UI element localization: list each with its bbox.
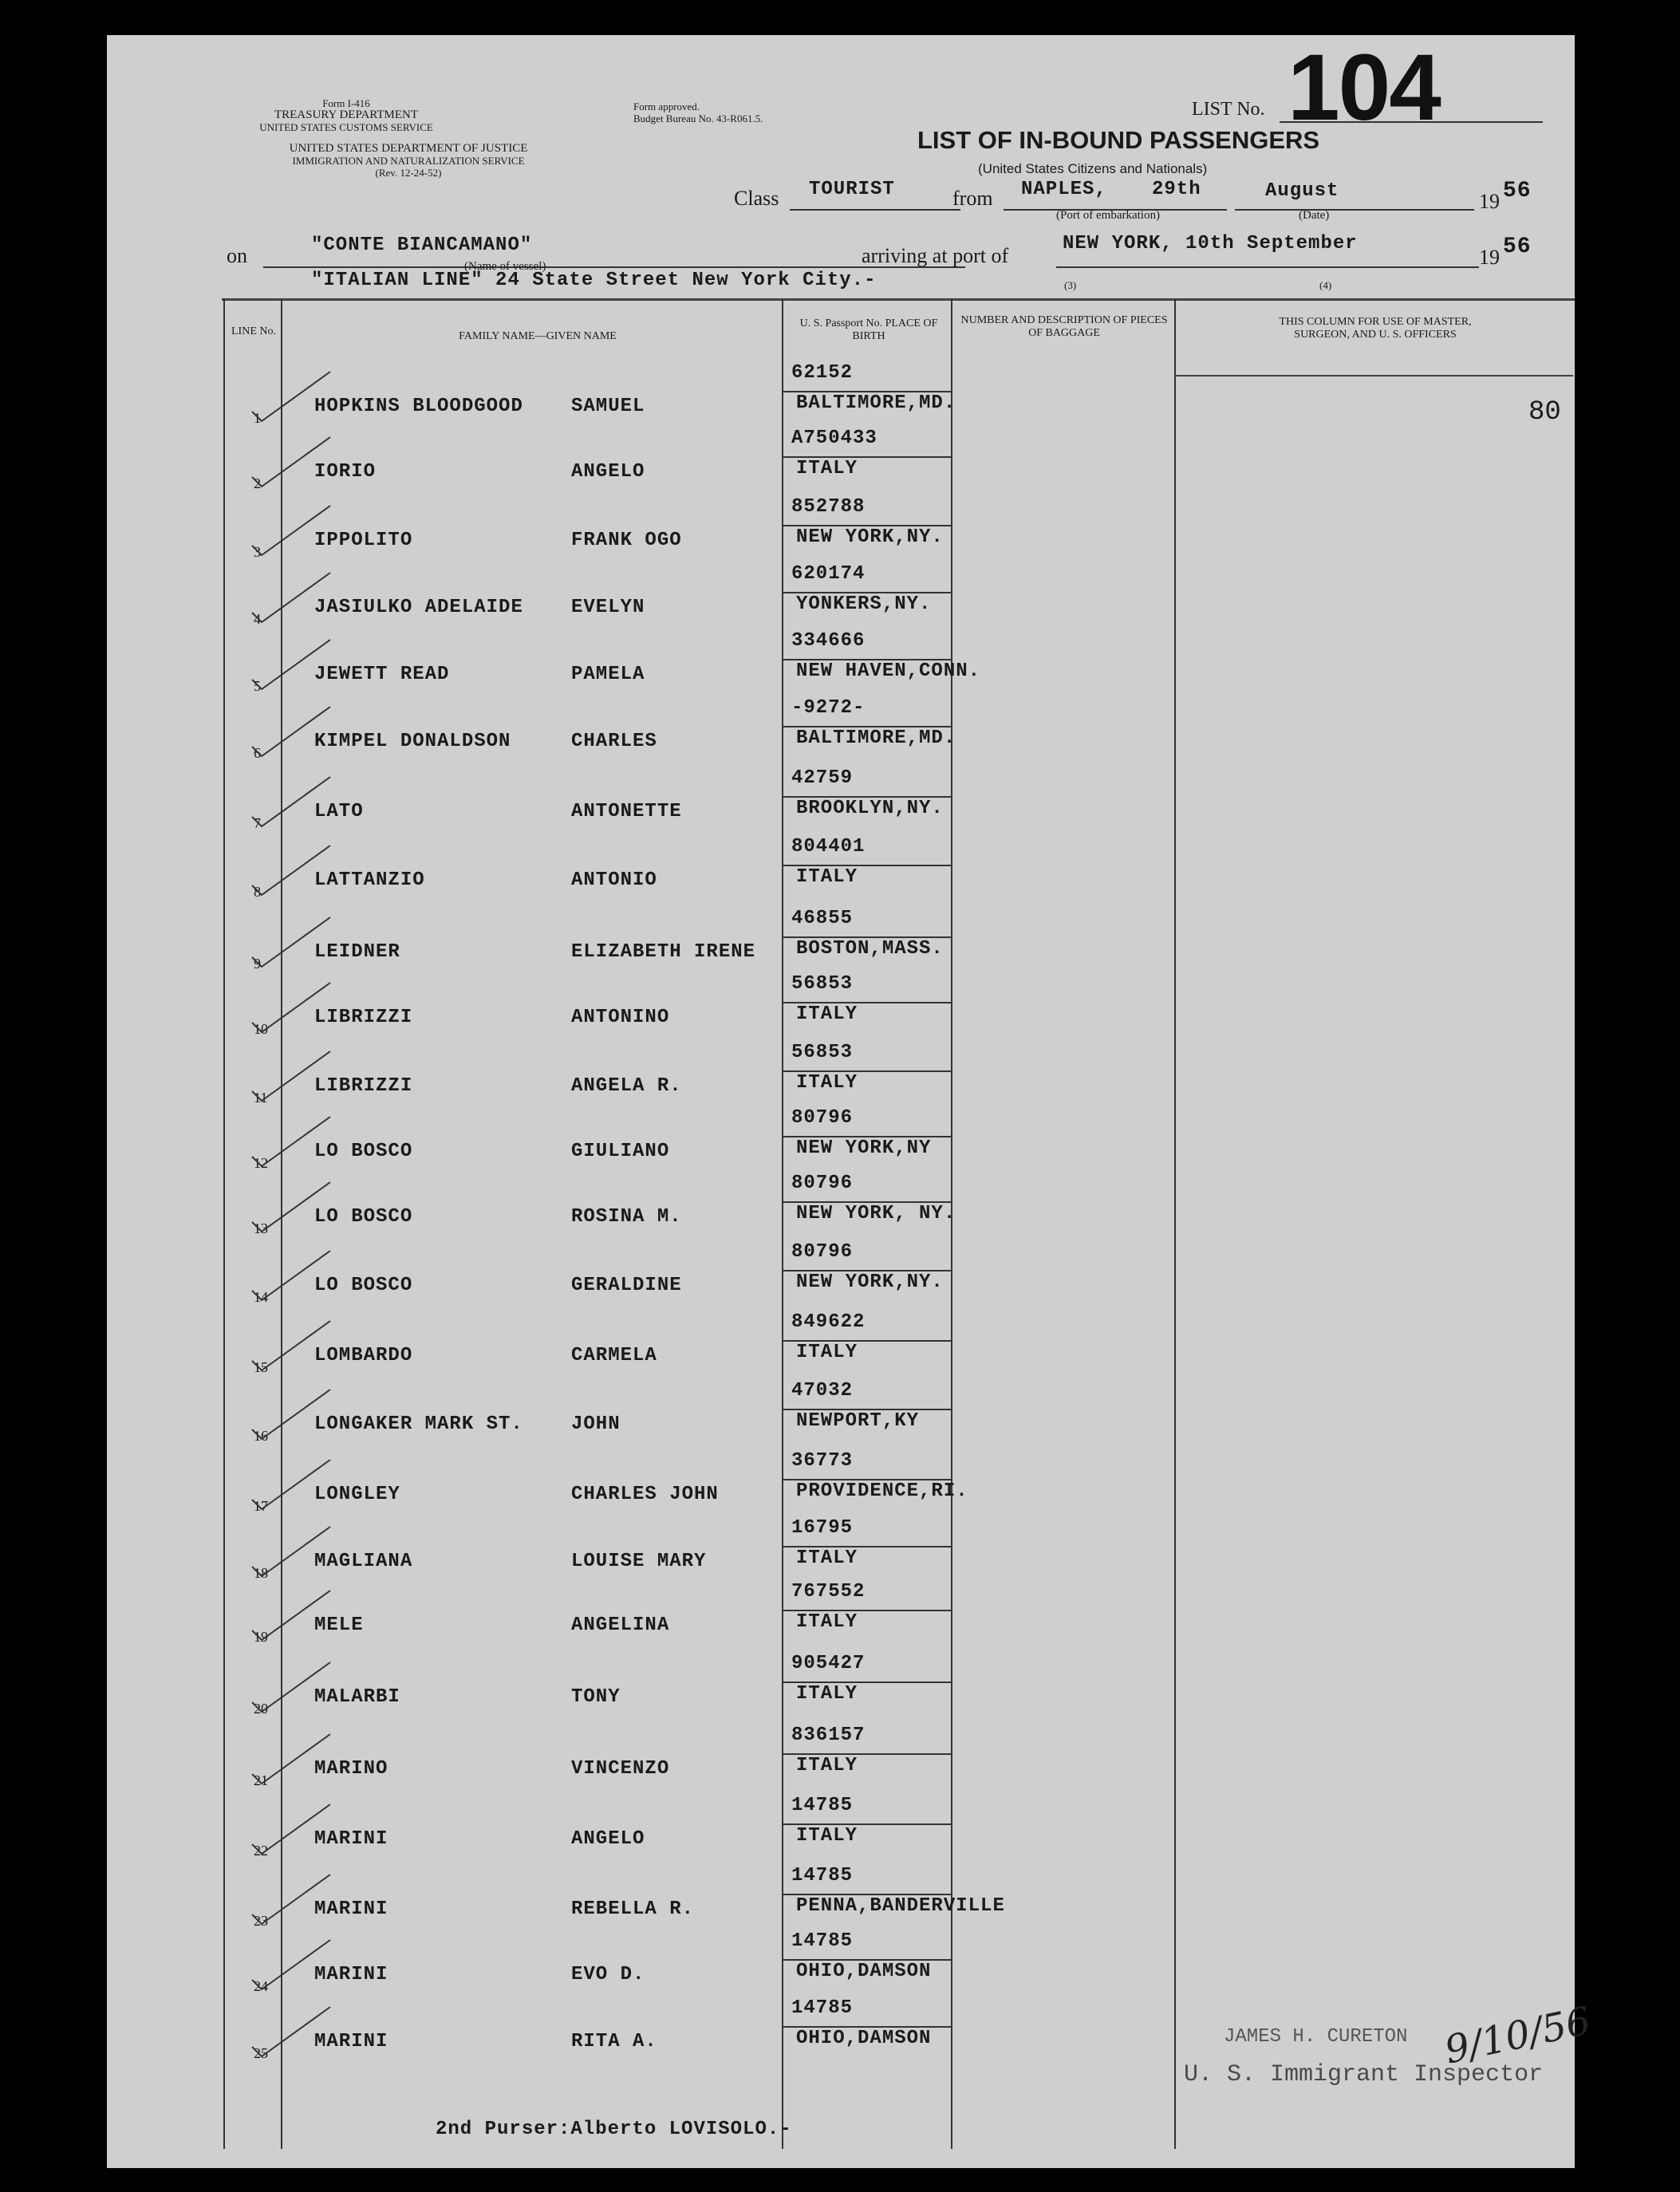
form-approved: Form approved. [633, 101, 700, 112]
shipping-line-address: "ITALIAN LINE" 24 State Street New York City.- [311, 270, 877, 291]
check-mark-icon [247, 774, 335, 830]
check-mark-icon [247, 1524, 335, 1579]
place-of-birth: NEW HAVEN,CONN. [796, 660, 981, 682]
passport-number: 47032 [791, 1380, 854, 1402]
place-of-birth: BALTIMORE,MD. [796, 392, 956, 414]
family-name: KIMPEL DONALDSON [314, 731, 511, 752]
given-name: PAMELA [571, 664, 645, 685]
date-caption: (Date) [1299, 209, 1330, 222]
table-left-border [223, 298, 225, 2149]
family-name: LO BOSCO [314, 1275, 413, 1296]
given-name: VINCENZO [571, 1758, 670, 1780]
col-header-name: FAMILY NAME—GIVEN NAME [459, 330, 617, 342]
col-header-officers: THIS COLUMN FOR USE OF MASTER, SURGEON, AND U. S. OFFICERS [1279, 316, 1472, 341]
form-revision: (Rev. 12-24-52) [375, 167, 442, 179]
place-of-birth: NEW YORK, NY. [796, 1203, 956, 1224]
passport-number: 14785 [791, 1930, 854, 1952]
vessel-underline [263, 266, 965, 268]
place-of-birth: OHIO,DAMSON [796, 2028, 932, 2049]
page-title: LIST OF IN-BOUND PASSENGERS [917, 126, 1320, 154]
line-number: 16 [254, 1428, 268, 1444]
from-label: from [952, 187, 993, 210]
line-number: 15 [254, 1359, 268, 1375]
col-header-baggage: NUMBER AND DESCRIPTION OF PIECES OF BAGGAGE [960, 314, 1168, 339]
passport-number: 16795 [791, 1517, 854, 1539]
col-divider-passport [782, 298, 783, 2149]
family-name: LO BOSCO [314, 1141, 413, 1162]
arrival-year-suffix: 56 [1503, 235, 1532, 259]
given-name: SAMUEL [571, 396, 645, 417]
line-number: 9 [254, 956, 261, 972]
ins-service: IMMIGRATION AND NATURALIZATION SERVICE [292, 155, 525, 167]
check-mark-icon [247, 369, 335, 424]
inspector-title-stamp: U. S. Immigrant Inspector [1184, 2061, 1544, 2088]
passport-number: 852788 [791, 496, 866, 518]
given-name: ANGELA R. [571, 1075, 682, 1097]
place-of-birth: ITALY [796, 1072, 858, 1094]
passport-number: -9272- [791, 697, 866, 719]
family-name: IORIO [314, 461, 377, 483]
officer-note: 80 [1528, 397, 1561, 428]
departure-month: August [1265, 180, 1339, 202]
given-name: GERALDINE [571, 1275, 682, 1296]
check-mark-icon [247, 1248, 335, 1303]
check-mark-icon [247, 637, 335, 692]
check-mark-icon [247, 1731, 335, 1787]
line-number: 23 [254, 1913, 268, 1929]
line-number: 17 [254, 1498, 268, 1514]
given-name: RITA A. [571, 2031, 657, 2052]
family-name: LONGAKER MARK ST. [314, 1413, 523, 1435]
family-name: JEWETT READ [314, 664, 450, 685]
check-mark-icon [247, 704, 335, 759]
family-name: LATTANZIO [314, 869, 425, 891]
place-of-birth: ITALY [796, 1547, 858, 1569]
line-number: 14 [254, 1289, 268, 1305]
family-name: MARINI [314, 1964, 388, 1985]
given-name: ANTONINO [571, 1007, 670, 1028]
list-number: 104 [1288, 35, 1440, 140]
place-of-birth: ITALY [796, 1611, 858, 1633]
passport-number: A750433 [791, 428, 877, 449]
family-name: LONGLEY [314, 1484, 400, 1505]
col-header-passport: U. S. Passport No. PLACE OF BIRTH [799, 317, 938, 342]
passport-number: 56853 [791, 1042, 854, 1063]
check-mark-icon [247, 1587, 335, 1643]
passport-number: 80796 [791, 1173, 854, 1194]
place-of-birth: BOSTON,MASS. [796, 938, 944, 960]
family-name: IPPOLITO [314, 530, 413, 551]
arrival-underline [1056, 266, 1479, 268]
check-mark-icon [247, 1457, 335, 1512]
line-number: 20 [254, 1701, 268, 1717]
justice-block [225, 143, 592, 179]
place-of-birth: BROOKLYN,NY. [796, 798, 944, 819]
customs-service: UNITED STATES CUSTOMS SERVICE [259, 121, 433, 133]
passport-number: 14785 [791, 1997, 854, 2019]
passport-number: 14785 [791, 1865, 854, 1886]
check-mark-icon [247, 1937, 335, 1993]
inspection-date-handwritten: 9/10/56 [1441, 1998, 1595, 2073]
passport-number: 14785 [791, 1795, 854, 1816]
check-mark-icon [247, 1048, 335, 1104]
line-number: 6 [254, 745, 261, 761]
given-name: CARMELA [571, 1345, 657, 1366]
given-name: LOUISE MARY [571, 1551, 707, 1572]
vessel-name: "CONTE BIANCAMANO" [311, 235, 533, 256]
passport-number: 42759 [791, 767, 854, 789]
departure-day: 29th [1152, 179, 1201, 200]
family-name: LOMBARDO [314, 1345, 413, 1366]
given-name: ANTONETTE [571, 801, 682, 822]
family-name: LATO [314, 801, 364, 822]
family-name: MARINI [314, 2031, 388, 2052]
family-name: MARINI [314, 1828, 388, 1850]
place-of-birth: ITALY [796, 866, 858, 888]
year-suffix: 56 [1503, 179, 1532, 203]
table-top-border [222, 298, 1575, 301]
passport-number: 804401 [791, 836, 866, 857]
family-name: JASIULKO ADELAIDE [314, 597, 523, 618]
check-mark-icon [247, 914, 335, 970]
line-number: 12 [254, 1155, 268, 1171]
given-name: EVELYN [571, 597, 645, 618]
passport-number: 36773 [791, 1450, 854, 1472]
check-mark-icon [247, 1659, 335, 1715]
family-name: MALARBI [314, 1686, 400, 1708]
arriving-label: arriving at port of [862, 244, 1009, 267]
family-name: MAGLIANA [314, 1551, 413, 1572]
place-of-birth: ITALY [796, 1342, 858, 1363]
budget-bureau: Budget Bureau No. 43-R061.5. [633, 112, 763, 124]
family-name: LIBRIZZI [314, 1007, 413, 1028]
given-name: EVO D. [571, 1964, 645, 1985]
arrival-year-prefix: 19 [1479, 246, 1500, 269]
line-number: 10 [254, 1021, 268, 1037]
justice-dept: UNITED STATES DEPARTMENT OF JUSTICE [289, 142, 528, 155]
given-name: ANGELO [571, 1828, 645, 1850]
line-number: 19 [254, 1629, 268, 1645]
place-of-birth: ITALY [796, 1003, 858, 1025]
place-of-birth: ITALY [796, 458, 858, 479]
arrival-port-date: NEW YORK, 10th September [1063, 233, 1358, 254]
given-name: ROSINA M. [571, 1206, 682, 1228]
line-number: 3 [254, 544, 261, 560]
line-number: 21 [254, 1772, 268, 1788]
line-number: 24 [254, 1978, 268, 1994]
caption-4: (4) [1319, 279, 1332, 291]
line-number: 7 [254, 815, 261, 831]
place-of-birth: NEW YORK,NY [796, 1137, 932, 1159]
class-underline [790, 209, 960, 211]
page-subtitle: (United States Citizens and Nationals) [978, 161, 1208, 176]
place-of-birth: NEW YORK,NY. [796, 1271, 944, 1293]
treasury-dept: TREASURY DEPARTMENT [274, 108, 419, 121]
passport-number: 767552 [791, 1581, 866, 1603]
passport-number: 836157 [791, 1725, 866, 1746]
vessel-caption: (Name of vessel) [464, 260, 546, 273]
given-name: CHARLES JOHN [571, 1484, 719, 1505]
check-mark-icon [247, 1318, 335, 1374]
given-name: TONY [571, 1686, 621, 1708]
family-name: LO BOSCO [314, 1206, 413, 1228]
check-mark-icon [247, 980, 335, 1035]
inspector-name-stamp: JAMES H. CURETON [1224, 2026, 1408, 2048]
place-of-birth: PENNA,BANDERVILLE [796, 1895, 1005, 1917]
line-number: 18 [254, 1565, 268, 1581]
place-of-birth: ITALY [796, 1825, 858, 1847]
port-of-embarkation: NAPLES, [1021, 179, 1107, 200]
form-header-block [219, 97, 474, 133]
passport-number: 80796 [791, 1241, 854, 1263]
passport-number: 849622 [791, 1311, 866, 1333]
place-of-birth: ITALY [796, 1683, 858, 1705]
given-name: REBELLA R. [571, 1898, 695, 1920]
date-underline [1235, 209, 1474, 211]
place-of-birth: YONKERS,NY. [796, 593, 932, 615]
approval-block [633, 101, 763, 124]
line-number: 13 [254, 1220, 268, 1236]
line-number: 1 [254, 410, 261, 426]
manifest-page [107, 35, 1595, 2168]
line-number: 4 [254, 611, 261, 627]
passport-number: 56853 [791, 973, 854, 995]
check-mark-icon [247, 1179, 335, 1235]
year-prefix: 19 [1479, 190, 1500, 213]
place-of-birth: ITALY [796, 1755, 858, 1776]
passport-number: 46855 [791, 908, 854, 929]
purser-signature: 2nd Purser:Alberto LOVISOLO.- [436, 2119, 792, 2140]
family-name: MELE [314, 1614, 364, 1636]
col-divider-officers [1174, 298, 1176, 2149]
family-name: MARINO [314, 1758, 388, 1780]
check-mark-icon [247, 434, 335, 490]
place-of-birth: OHIO,DAMSON [796, 1961, 932, 1982]
line-number: 8 [254, 884, 261, 900]
check-mark-icon [247, 842, 335, 898]
line-number: 25 [254, 2045, 268, 2061]
check-mark-icon [247, 1871, 335, 1927]
form-number: Form I-416 [322, 97, 370, 109]
check-mark-icon [247, 1386, 335, 1442]
line-number: 2 [254, 475, 261, 491]
check-mark-icon [247, 2004, 335, 2060]
given-name: ANGELINA [571, 1614, 670, 1636]
check-mark-icon [247, 570, 335, 625]
passport-number: 905427 [791, 1653, 866, 1674]
table-header-bottom [1174, 375, 1573, 377]
port-caption: (Port of embarkation) [1056, 209, 1160, 222]
list-no-label: LIST No. [1192, 99, 1265, 120]
place-of-birth: PROVIDENCE,RI. [796, 1480, 968, 1502]
check-mark-icon [247, 1114, 335, 1169]
family-name: LIBRIZZI [314, 1075, 413, 1097]
given-name: GIULIANO [571, 1141, 670, 1162]
class-value: TOURIST [809, 179, 895, 200]
passport-number: 80796 [791, 1107, 854, 1129]
place-of-birth: NEW YORK,NY. [796, 526, 944, 548]
check-mark-icon [247, 1801, 335, 1857]
given-name: ANTONIO [571, 869, 657, 891]
line-number: 22 [254, 1843, 268, 1859]
family-name: LEIDNER [314, 941, 400, 963]
place-of-birth: BALTIMORE,MD. [796, 727, 956, 749]
given-name: ANGELO [571, 461, 645, 483]
passport-number: 334666 [791, 630, 866, 652]
given-name: CHARLES [571, 731, 657, 752]
passport-number: 62152 [791, 362, 854, 384]
given-name: FRANK OGO [571, 530, 682, 551]
line-number: 5 [254, 678, 261, 694]
check-mark-icon [247, 503, 335, 558]
given-name: JOHN [571, 1413, 621, 1435]
class-label: Class [734, 187, 779, 210]
on-label: on [227, 244, 247, 267]
line-number: 11 [254, 1090, 268, 1106]
family-name: MARINI [314, 1898, 388, 1920]
family-name: HOPKINS BLOODGOOD [314, 396, 523, 417]
place-of-birth: NEWPORT,KY [796, 1410, 920, 1432]
col-header-line: LINE No. [231, 325, 276, 337]
given-name: ELIZABETH IRENE [571, 941, 756, 963]
passport-number: 620174 [791, 563, 866, 585]
caption-3: (3) [1064, 279, 1077, 291]
